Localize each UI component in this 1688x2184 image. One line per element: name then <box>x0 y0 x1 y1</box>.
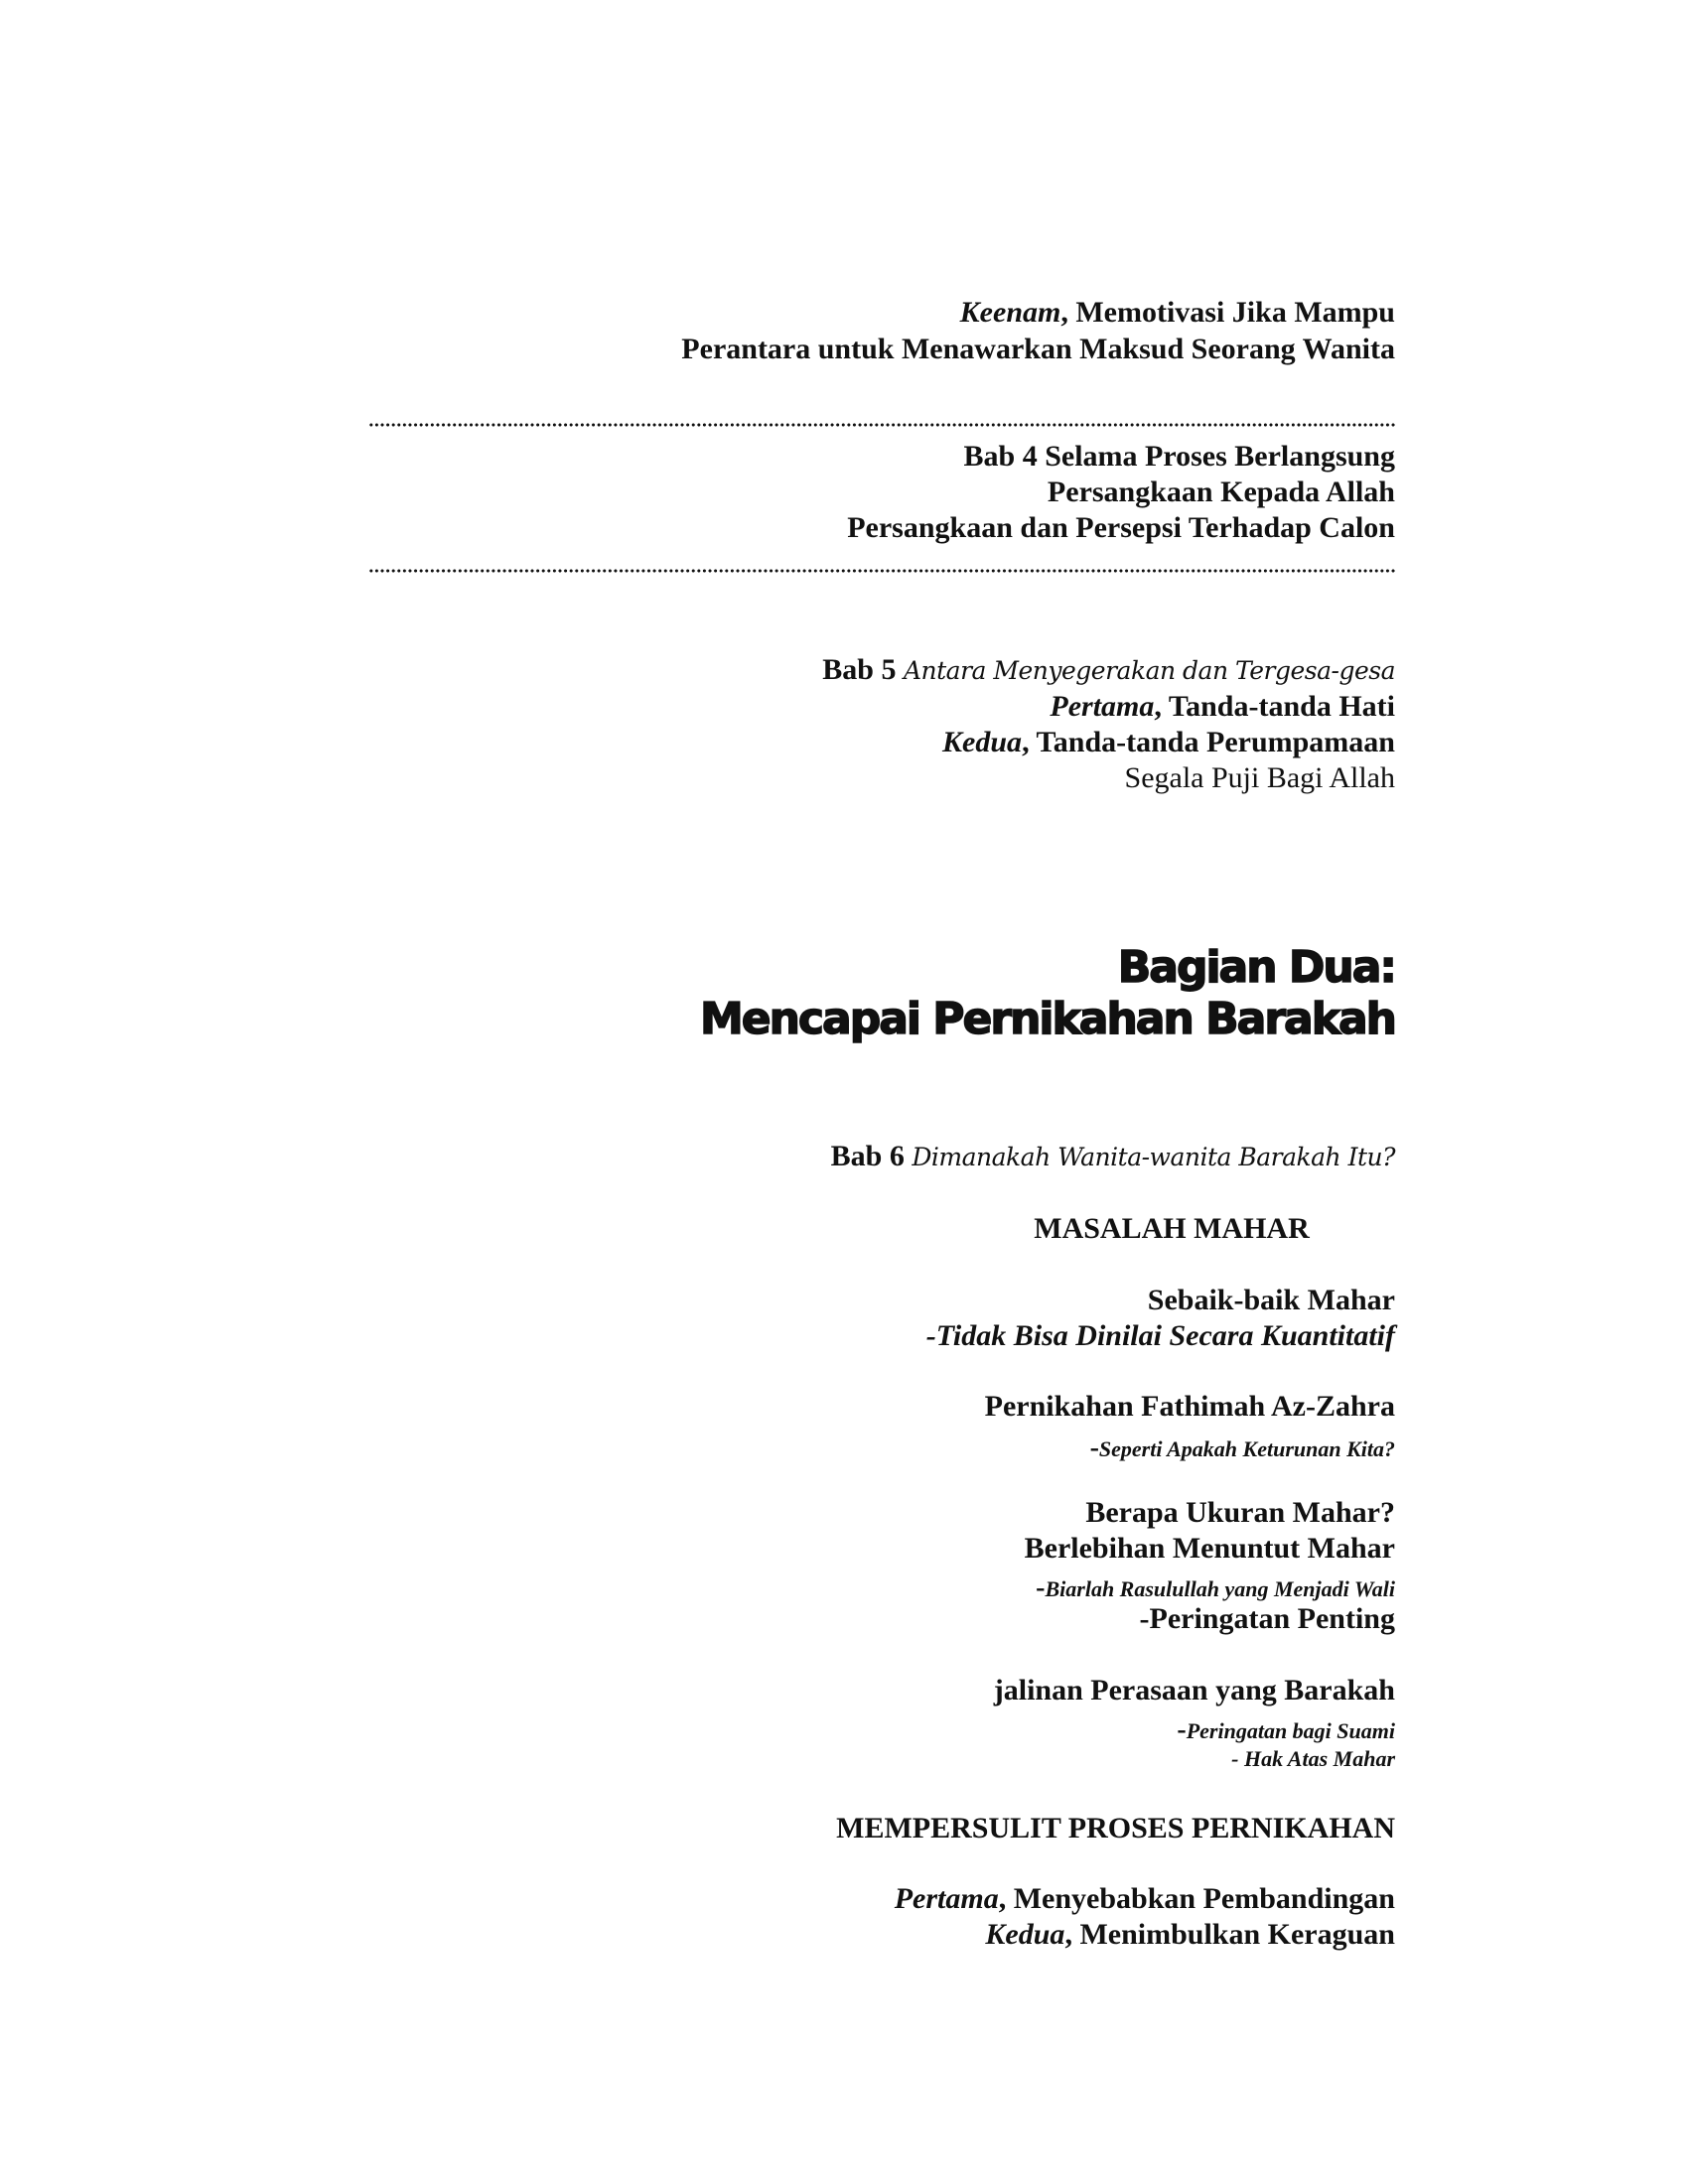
toc-bab5-kedua-rest: , Tanda-tanda Perumpamaan <box>1022 726 1395 758</box>
dotted-divider <box>368 422 1395 428</box>
toc-bab5-pertama <box>1050 692 1395 722</box>
toc-berapa: Berapa Ukuran Mahar? <box>1085 1496 1395 1529</box>
toc-bab4-title: Bab 4 Selama Proses Berlangsung <box>963 440 1395 473</box>
part-two-heading-line1: Bagian Dua: <box>1117 942 1395 993</box>
toc-seperti-text: Seperti Apakah Keturunan Kita? <box>1098 1436 1395 1461</box>
toc-bab5-title <box>822 655 1395 685</box>
toc-peringatan-suami-text: Peringatan bagi Suami <box>1186 1718 1395 1743</box>
toc-bab5-pertama-lead: Pertama <box>1050 690 1155 723</box>
toc-kedua2 <box>985 1920 1395 1950</box>
toc-bab4-item2: Persangkaan dan Persepsi Terhadap Calon <box>847 511 1395 544</box>
toc-bab5-script-title: Antara Menyegerakan dan Tergesa-gesa <box>903 656 1395 685</box>
dash-mark: - <box>1036 1572 1046 1603</box>
toc-bab5-pertama-rest: , Tanda-tanda Hati <box>1154 690 1395 723</box>
toc-tidak-bisa: -Tidak Bisa Dinilai Secara Kuantitatif <box>925 1319 1395 1352</box>
toc-keenam-lead: Keenam <box>959 296 1061 329</box>
toc-bab6-title <box>831 1142 1395 1171</box>
toc-keenam-rest: , Memotivasi Jika Mampu <box>1060 296 1395 329</box>
toc-bab5-kedua-lead: Kedua <box>942 726 1023 758</box>
toc-berlebihan: Berlebihan Menuntut Mahar <box>1024 1532 1395 1565</box>
toc-keenam <box>960 298 1395 328</box>
toc-sebaik: Sebaik-baik Mahar <box>1147 1284 1395 1316</box>
toc-jalinan: jalinan Perasaan yang Barakah <box>993 1674 1395 1706</box>
part-two-heading-line2: Mencapai Pernikahan Barakah <box>699 994 1395 1044</box>
toc-bab5-segala: Segala Puji Bagi Allah <box>1124 761 1395 794</box>
toc-pertama2 <box>895 1884 1395 1914</box>
dotted-divider <box>368 568 1395 574</box>
toc-bab5-label: Bab 5 <box>822 653 897 686</box>
toc-peringatan-penting: -Peringatan Penting <box>1139 1602 1395 1635</box>
toc-seperti <box>1090 1434 1395 1462</box>
toc-hak-atas: - Hak Atas Mahar <box>1231 1746 1395 1771</box>
section-masalah-mahar: MASALAH MAHAR <box>1034 1212 1310 1245</box>
toc-kedua2-rest: , Menimbulkan Keraguan <box>1064 1918 1395 1951</box>
toc-pertama2-lead: Pertama <box>894 1882 999 1915</box>
toc-pertama2-rest: , Menyebabkan Pembandingan <box>998 1882 1395 1915</box>
toc-bab4-item1: Persangkaan Kepada Allah <box>1047 476 1395 508</box>
dash-mark: - <box>1177 1714 1187 1745</box>
dash-mark: - <box>1089 1433 1099 1463</box>
toc-kedua2-lead: Kedua <box>985 1918 1065 1951</box>
toc-peringatan-suami <box>1177 1716 1395 1744</box>
toc-perantara: Perantara untuk Menawarkan Maksud Seorang Wanita <box>681 333 1395 365</box>
toc-pernikahan-fathimah: Pernikahan Fathimah Az-Zahra <box>984 1390 1395 1423</box>
toc-bab5-kedua <box>942 728 1395 757</box>
toc-bab6-label: Bab 6 <box>830 1140 905 1172</box>
toc-biarlah <box>1036 1574 1395 1602</box>
toc-biarlah-text: Biarlah Rasulullah yang Menjadi Wali <box>1045 1576 1395 1601</box>
section-mempersulit: MEMPERSULIT PROSES PERNIKAHAN <box>836 1812 1395 1844</box>
toc-bab6-script-title: Dimanakah Wanita-wanita Barakah Itu? <box>912 1143 1395 1171</box>
